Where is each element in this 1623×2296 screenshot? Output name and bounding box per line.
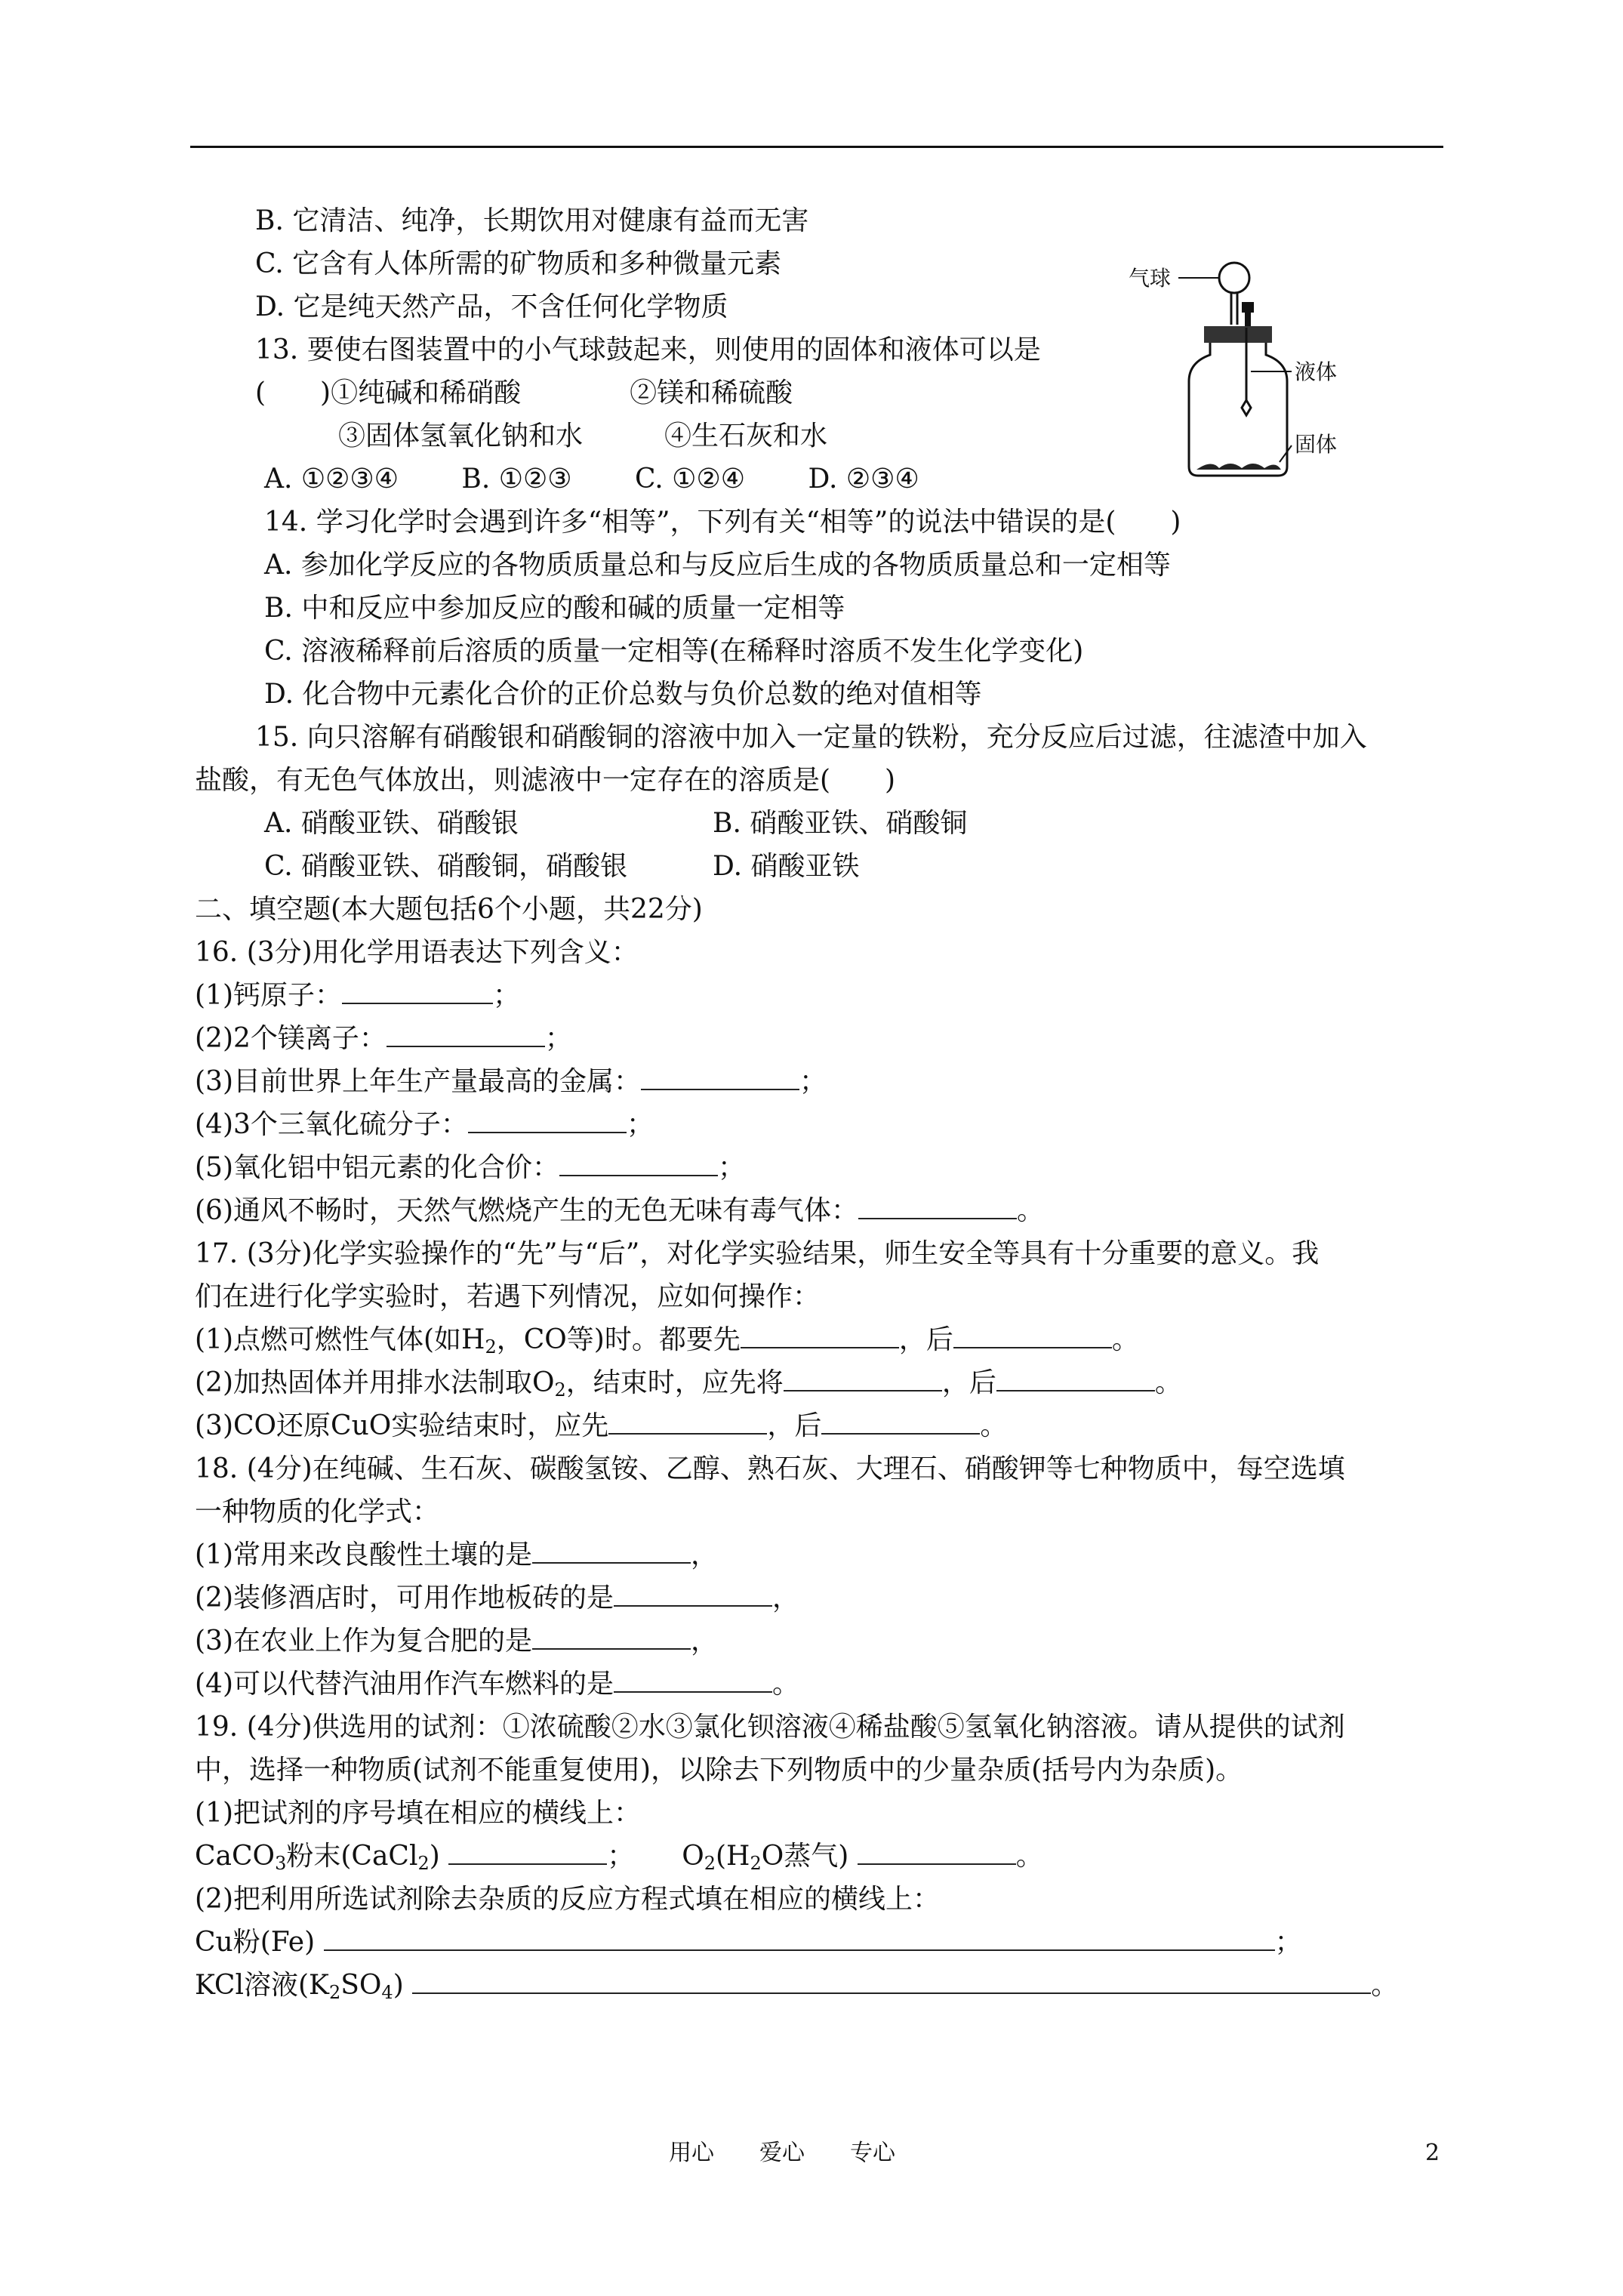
q13-choices-line2: ③固体氢氧化钠和水 ④生石灰和水 bbox=[338, 421, 828, 451]
q15-stem-line2: 盐酸，有无色气体放出，则滤液中一定存在的溶质是( ) bbox=[195, 765, 896, 796]
q13-options: A. ①②③④ B. ①②③ C. ①②④ D. ②③④ bbox=[264, 464, 919, 495]
q17-stem-line1: 17. (3分)化学实验操作的“先”与“后”，对化学实验结果，师生安全等具有十分重要的意义。我 bbox=[195, 1238, 1320, 1269]
figure-label-liquid: 液体 bbox=[1295, 359, 1338, 384]
answer-blank[interactable] bbox=[448, 1836, 607, 1865]
answer-blank[interactable] bbox=[784, 1363, 942, 1391]
q15-stem-line1: 15. 向只溶解有硝酸银和硝酸铜的溶液中加入一定量的铁粉，充分反应后过滤，往滤渣中加入 bbox=[255, 722, 1367, 753]
q17-item-1: (1)点燃可燃性气体(如$H_2$，CO等)时。都要先 ，后 。 bbox=[195, 1319, 1139, 1361]
q15-option-c: C. 硝酸亚铁、硝酸铜，硝酸银 bbox=[264, 851, 628, 882]
answer-blank[interactable] bbox=[821, 1406, 980, 1435]
answer-blank[interactable] bbox=[324, 1922, 1275, 1951]
q18-stem-line2: 一种物质的化学式： bbox=[195, 1496, 440, 1527]
header-rule bbox=[190, 146, 1443, 148]
answer-blank[interactable] bbox=[996, 1363, 1155, 1391]
q15-option-a: A. 硝酸亚铁、硝酸银 bbox=[264, 808, 519, 839]
answer-blank[interactable] bbox=[468, 1105, 627, 1133]
q16-item-3: (3)目前世界上年生产量最高的金属： ； bbox=[195, 1061, 827, 1103]
q14-option-c: C. 溶液稀释前后溶质的质量一定相等(在稀释时溶质不发生化学变化) bbox=[264, 636, 1084, 667]
q19-part-2-prompt: (2)把利用所选试剂除去杂质的反应方程式填在相应的横线上： bbox=[195, 1884, 940, 1915]
answer-blank[interactable] bbox=[532, 1621, 691, 1650]
q16-item-2: (2)2个镁离子： ； bbox=[195, 1018, 572, 1060]
q12-option-b: B. 它清洁、纯净，长期饮用对健康有益而无害 bbox=[255, 205, 809, 236]
q19-stem-line2: 中，选择一种物质(试剂不能重复使用)，以除去下列物质中的少量杂质(括号内为杂质)。 bbox=[195, 1755, 1243, 1786]
answer-blank[interactable] bbox=[342, 975, 493, 1004]
q19-part-2-kcl: KCl溶液$(K_2SO_4)$ 。 bbox=[195, 1965, 1398, 2007]
q14-stem: 14. 学习化学时会遇到许多“相等”，下列有关“相等”的说法中错误的是( ) bbox=[264, 507, 1181, 538]
balloon-apparatus-figure bbox=[1129, 257, 1400, 483]
q13-choices-line1: ( )①纯碱和稀硝酸 ②镁和稀硫酸 bbox=[255, 378, 793, 408]
answer-blank[interactable] bbox=[412, 1965, 1371, 1994]
answer-blank[interactable] bbox=[858, 1191, 1017, 1219]
figure-label-solid: 固体 bbox=[1295, 432, 1338, 457]
answer-blank[interactable] bbox=[559, 1148, 718, 1176]
q14-option-a: A. 参加化学反应的各物质质量总和与反应后生成的各物质质量总和一定相等 bbox=[264, 550, 1171, 581]
answer-blank[interactable] bbox=[614, 1578, 772, 1607]
figure-label-balloon: 气球 bbox=[1129, 266, 1172, 291]
footer-motto: 用心 爱心 专心 bbox=[669, 2140, 895, 2166]
q17-item-2: (2)加热固体并用排水法制取$O_2$，结束时，应先将 ，后 。 bbox=[195, 1362, 1182, 1404]
q18-item-2: (2)装修酒店时，可用作地板砖的是 ， bbox=[195, 1577, 799, 1620]
q16-item-6: (6)通风不畅时，天然气燃烧产生的无色无味有毒气体： 。 bbox=[195, 1190, 1044, 1232]
q19-part-1-items: CaCO$_3$粉末(CaCl$_2$) ； $O_2(H_2O$蒸气) 。 bbox=[195, 1835, 1043, 1878]
q16-item-5: (5)氧化铝中铝元素的化合价： ； bbox=[195, 1147, 745, 1189]
section-2-heading: 二、填空题(本大题包括6个小题，共22分) bbox=[195, 894, 703, 925]
q17-stem-line2: 们在进行化学实验时，若遇下列情况，应如何操作： bbox=[195, 1281, 821, 1312]
q16-item-1: (1)钙原子： ； bbox=[195, 975, 520, 1017]
q16-item-4: (4)3个三氧化硫分子： ； bbox=[195, 1104, 654, 1146]
q14-option-b: B. 中和反应中参加反应的酸和碱的质量一定相等 bbox=[264, 593, 845, 624]
answer-blank[interactable] bbox=[641, 1062, 799, 1090]
q16-stem: 16. (3分)用化学用语表达下列含义： bbox=[195, 937, 639, 968]
q17-item-3: (3)CO还原CuO实验结束时，应先 ，后 。 bbox=[195, 1405, 1007, 1447]
page-number: 2 bbox=[1425, 2140, 1440, 2166]
q15-option-b: B. 硝酸亚铁、硝酸铜 bbox=[713, 808, 968, 839]
q18-item-4: (4)可以代替汽油用作汽车燃料的是 。 bbox=[195, 1663, 799, 1706]
answer-blank[interactable] bbox=[608, 1406, 767, 1435]
answer-blank[interactable] bbox=[387, 1019, 545, 1047]
q12-option-c: C. 它含有人体所需的矿物质和多种微量元素 bbox=[255, 248, 782, 279]
q19-stem-line1: 19. (4分)供选用的试剂：①浓硫酸②水③氯化钡溶液④稀盐酸⑤氢氧化钠溶液。请从提供的试剂 bbox=[195, 1712, 1345, 1743]
q13-stem: 13. 要使右图装置中的小气球鼓起来，则使用的固体和液体可以是 bbox=[255, 334, 1041, 365]
q18-stem-line1: 18. (4分)在纯碱、生石灰、碳酸氢铵、乙醇、熟石灰、大理石、硝酸钾等七种物质中，每空选填 bbox=[195, 1453, 1345, 1484]
answer-blank[interactable] bbox=[741, 1320, 899, 1348]
answer-blank[interactable] bbox=[858, 1836, 1016, 1865]
q15-option-d: D. 硝酸亚铁 bbox=[713, 851, 860, 882]
q14-option-d: D. 化合物中元素化合价的正价总数与负价总数的绝对值相等 bbox=[264, 679, 982, 710]
answer-blank[interactable] bbox=[614, 1664, 772, 1693]
q19-part-1-prompt: (1)把试剂的序号填在相应的横线上： bbox=[195, 1798, 641, 1829]
q18-item-1: (1)常用来改良酸性土壤的是 ， bbox=[195, 1534, 718, 1576]
q19-part-2-cu: Cu粉(Fe) ； bbox=[195, 1922, 1302, 1964]
q18-item-3: (3)在农业上作为复合肥的是 ， bbox=[195, 1620, 718, 1663]
answer-blank[interactable] bbox=[532, 1535, 691, 1564]
q12-option-d: D. 它是纯天然产品，不含任何化学物质 bbox=[255, 291, 728, 322]
answer-blank[interactable] bbox=[953, 1320, 1112, 1348]
